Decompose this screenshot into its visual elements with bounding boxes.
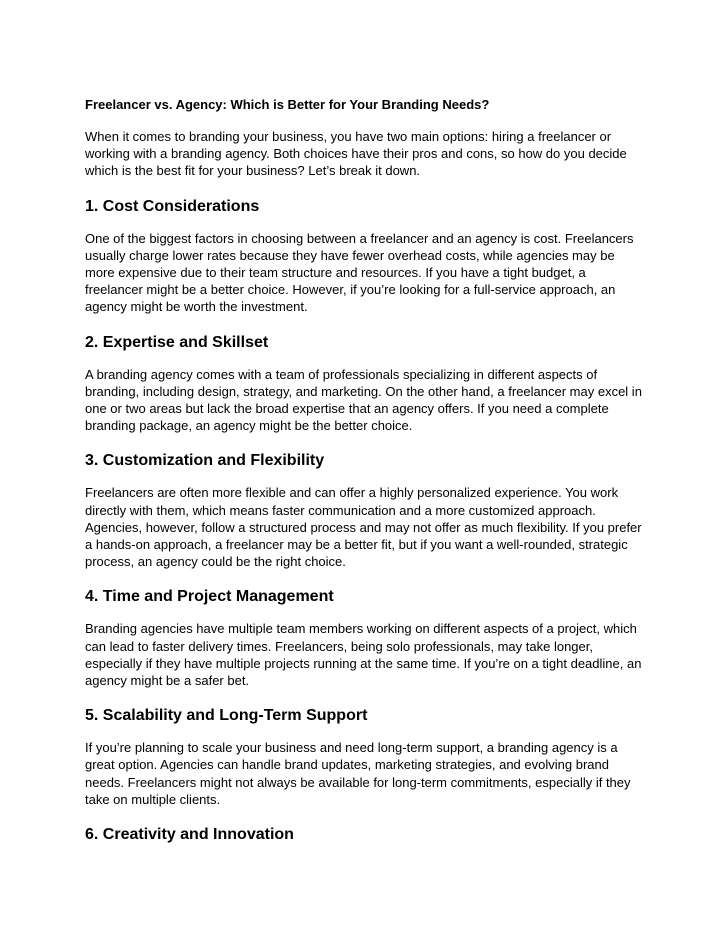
- section-cost: [85, 197, 645, 316]
- document-title: Freelancer vs. Agency: Which is Better for Your Branding Needs?: [85, 97, 490, 112]
- section-heading: 3. Customization and Flexibility: [85, 452, 325, 470]
- section-time-management: [85, 587, 645, 689]
- section-paragraph: Branding agencies have multiple team members working on different aspects of a project, which can lead to faster delivery times. Freelancers, being solo professionals, may take longer, especially if they have multiple projects running at the same time. If you’re on a tight deadline, an agency might be a safer bet.: [85, 621, 642, 689]
- section-paragraph: Freelancers are often more flexible and can offer a highly personalized experience. You work directly with them, which means faster communication and a more customized approach. Agencies, however, follow a structured process and may not offer as much flexibility. If you prefer a hands-on approach, a freelancer may be a better fit, but if you want a well-rounded, strategic process, an agency could be the right choice.: [85, 485, 642, 570]
- section-heading: 5. Scalability and Long-Term Support: [85, 707, 368, 725]
- section-customization: [85, 451, 645, 570]
- section-heading: 4. Time and Project Management: [85, 588, 334, 606]
- section-heading: 6. Creativity and Innovation: [85, 826, 294, 844]
- section-paragraph: If you’re planning to scale your business and need long-term support, a branding agency is a great option. Agencies can handle brand updates, marketing strategies, and evolving brand needs. Freelancers might not always be available for long-term commitments, especially if they take on multiple clients.: [85, 740, 631, 807]
- section-scalability: [85, 706, 645, 808]
- intro-paragraph: When it comes to branding your business, you have two main options: hiring a freelancer or working with a branding agency. Both choices have their pros and cons, so how do you decide which is the best fit for your business? Let’s break it down.: [85, 129, 627, 179]
- section-expertise: [85, 333, 645, 435]
- section-paragraph: A branding agency comes with a team of professionals specializing in different aspects of branding, including design, strategy, and marketing. On the other hand, a freelancer may excel in one or two areas but lack the broad expertise that an agency offers. If you need a complete branding package, an agency might be the better choice.: [85, 366, 642, 434]
- section-heading: 2. Expertise and Skillset: [85, 333, 269, 351]
- section-paragraph: One of the biggest factors in choosing between a freelancer and an agency is cost. Freelancers usually charge lower rates because they have fewer overhead costs, while agencies may be more expensive due to their team structure and resources. If you have a tight budget, a freelancer might be a better choice. However, if you’re looking for a full-service approach, an agency might be worth the investment.: [85, 230, 634, 315]
- section-creativity: [85, 825, 645, 845]
- section-heading: 1. Cost Considerations: [85, 197, 260, 215]
- document-page: [85, 96, 645, 845]
